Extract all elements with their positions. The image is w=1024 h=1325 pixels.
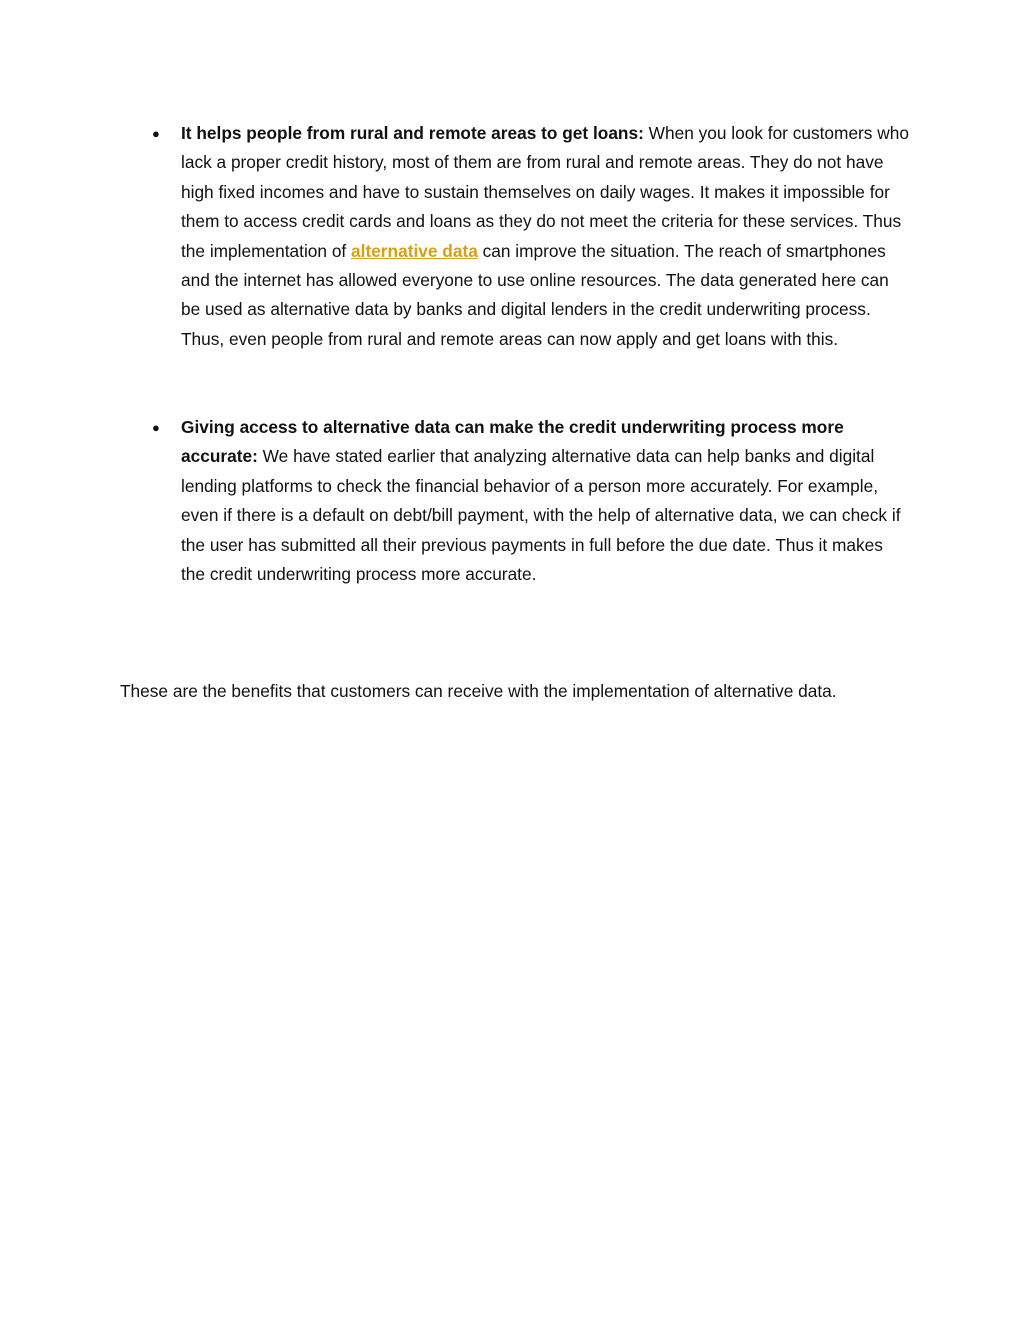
alternative-data-link[interactable]: alternative data — [351, 240, 478, 261]
bullet-body-text: When you look for customers who lack a proper credit history, most of them are from rural and remote areas. They do not have high fixed incomes and have to sustain themselves on daily wages. It makes it impossible for them to access credit cards and loans as they do not meet the criteria for these services. Thus the implementation of — [181, 123, 909, 261]
bullet-body-text-continued: can improve the situation. The reach of smartphones and the internet has allowed everyone to use online resources. The data generated here can be used as alternative data by banks and digital lenders in the credit underwriting process. Thus, even people from rural and remote areas can now apply and get loans with this. — [181, 240, 889, 349]
benefits-list — [150, 119, 910, 589]
bullet-body-text: We have stated earlier that analyzing alternative data can help banks and digital lending platforms to check the financial behavior of a person more accurately. For example, even if there is a default on debt/bill payment, with the help of alternative data, we can check if the user has submitted all their previous payments in full before the due date. Thus it makes the credit underwriting process more accurate. — [181, 446, 901, 585]
bullet-icon: ● — [152, 420, 160, 436]
list-item-accurate-underwriting — [150, 413, 910, 589]
closing-paragraph: These are the benefits that customers can receive with the implementation of alternative data. — [120, 681, 837, 701]
bullet-heading: It helps people from rural and remote areas to get loans: — [181, 123, 644, 143]
bullet-icon: ● — [152, 126, 160, 141]
list-item-rural-loans — [150, 119, 910, 354]
bullet-heading: Giving access to alternative data can make the credit underwriting process more accurate: — [181, 417, 844, 467]
